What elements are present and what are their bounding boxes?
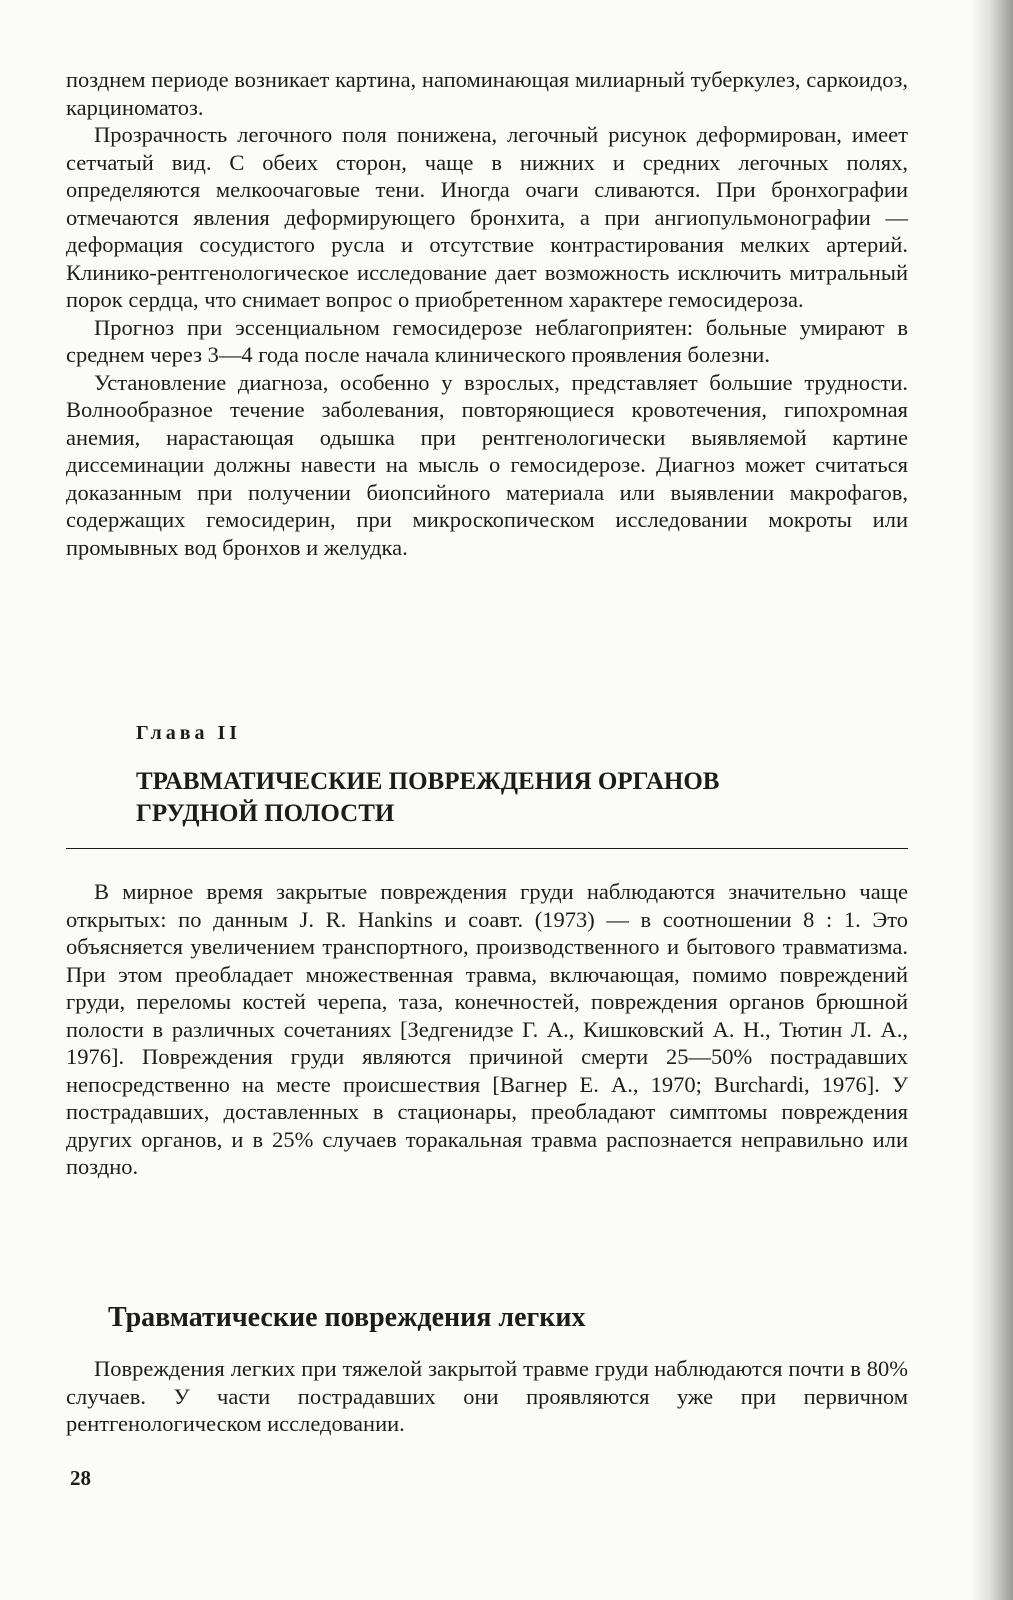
page-binding-shadow (971, 0, 1013, 1600)
page-number: 28 (70, 1466, 91, 1490)
paragraph-diagnosis: Установление диагноза, особенно у взрослых, представляет большие трудности. Волнообразное течение заболевания, повторяющиеся кровотечения, гипохромная анемия, нарастающая одышка при рентгенологически выявляемой картине диссеминации должны навести на мысль о гемосидерозе. Диагноз может считаться доказанным при получении биопсийного материала или выявлении макрофагов, содержащих гемосидерин, при микроскопическом исследовании мокроты или промывных вод бронхов и желудка. (66, 369, 908, 560)
chapter-title: ТРАВМАТИЧЕСКИЕ ПОВРЕЖДЕНИЯ ОРГАНОВ ГРУДНОЙ ПОЛОСТИ (136, 768, 720, 827)
paragraph-radiology: Прозрачность легочного поля понижена, легочный рисунок деформирован, имеет сетчатый вид. С обеих сторон, чаще в нижних и средних легочных полях, определяются мелкоочаговые тени. Иногда очаги сливаются. При бронхографии отмечаются явления деформирующего бронхита, а при ангиопульмонографии — деформация сосудистого русла и отсутствие контрастирования мелких артерий. Клинико-рентгенологическое исследование дает возможность исключить митральный порок сердца, что снимает вопрос о приобретенном характере гемосидероза. (66, 122, 908, 312)
top-text-block (66, 66, 908, 561)
paragraph-intro: В мирное время закрытые повреждения груди наблюдаются значительно чаще открытых: по данным J. R. Hankins и соавт. (1973) — в соотношении 8 : 1. Это объясняется увеличением транспортного, производственного и бытового травматизма. При этом преобладает множественная травма, включающая, помимо повреждений груди, переломы костей черепа, таза, конечностей, повреждения органов брюшной полости в различных сочетаниях [Зедгенидзе Г. А., Кишковский А. Н., Тютин Л. А., 1976]. Повреждения груди являются причиной смерти 25—50% пострадавших непосредственно на месте происшествия [Вагнер Е. А., 1970; Burchardi, 1976]. У пострадавших, доставленных в стационары, преобладают симптомы повреждения других органов, и в 25% случаев торакальная травма распознается неправильно или поздно. (66, 879, 908, 1179)
paragraph-continued: позднем периоде возникает картина, напоминающая милиарный туберкулез, саркоидоз, карциноматоз. (66, 67, 908, 120)
paragraph-prognosis: Прогноз при эссенциальном гемосидерозе неблагоприятен: больные умирают в среднем через 3—4 года после начала клинического проявления болезни. (66, 314, 908, 367)
chapter-divider (66, 848, 908, 849)
section-heading: Травматические повреждения легких (108, 1302, 586, 1333)
paragraph-lungs: Повреждения легких при тяжелой закрытой травме груди наблюдаются почти в 80% случаев. У части пострадавших они проявляются уже при первичном рентгенологическом исследовании. (66, 1356, 908, 1436)
section-text-block (66, 1355, 908, 1438)
intro-text-block (66, 878, 908, 1181)
chapter-label: Глава II (136, 722, 242, 744)
